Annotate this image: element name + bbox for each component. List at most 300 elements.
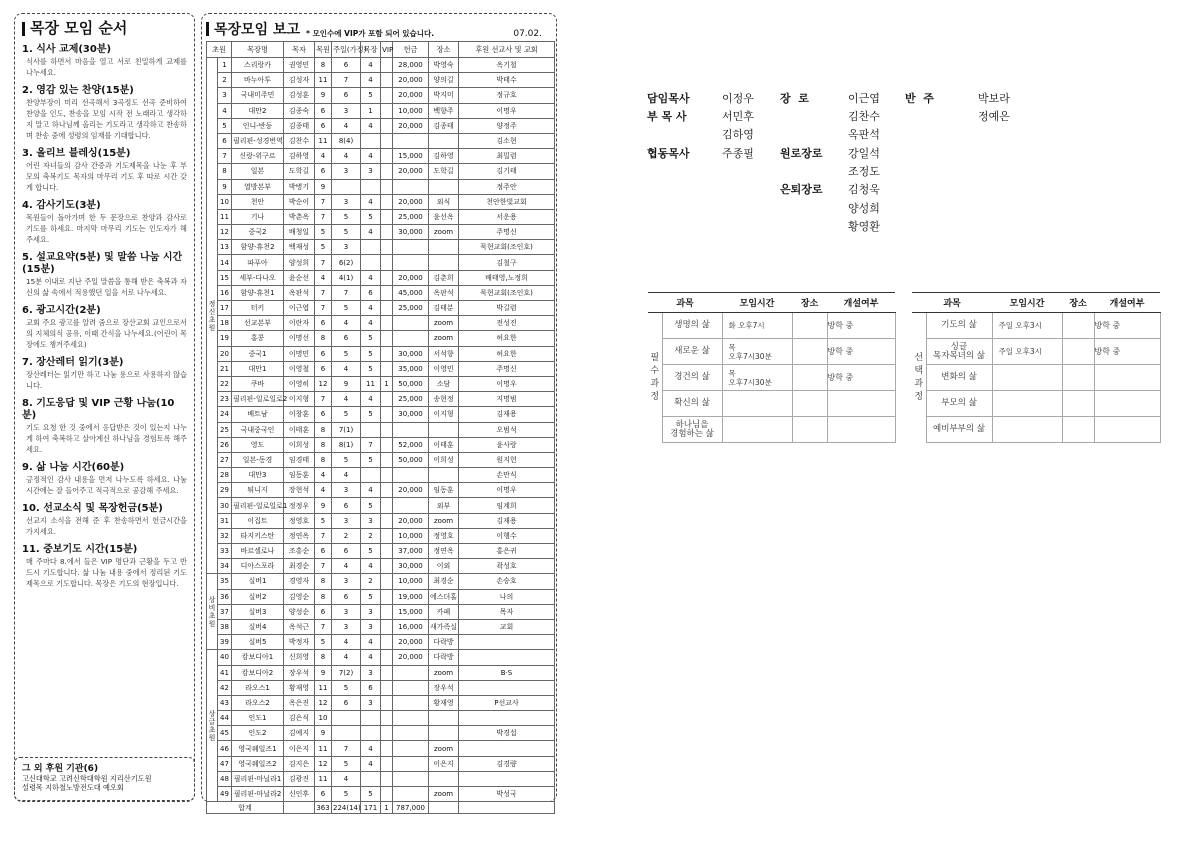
table-row bbox=[207, 255, 555, 270]
mokwon-count: 4 bbox=[315, 483, 332, 498]
mokwon-count: 6 bbox=[315, 407, 332, 422]
support: 허요한 bbox=[459, 331, 555, 346]
total-sunday: 224(14) bbox=[333, 803, 361, 812]
mokwon-count: 7 bbox=[315, 301, 332, 316]
vip-count bbox=[381, 665, 393, 680]
vip-count bbox=[381, 771, 393, 786]
elder-name: 김찬수 bbox=[848, 110, 880, 123]
place bbox=[429, 422, 459, 437]
sunday-count: 7 bbox=[332, 285, 361, 300]
course-col-header: 과목 bbox=[648, 293, 722, 313]
offering: 52,000 bbox=[393, 437, 429, 452]
vip-count bbox=[381, 133, 393, 148]
course-col-header: 장소 bbox=[1062, 293, 1094, 313]
row-number: 17 bbox=[218, 301, 232, 316]
offering bbox=[393, 331, 429, 346]
mokjang-name: 일본-동경 bbox=[232, 452, 284, 467]
mokjang-name: 실버2 bbox=[232, 589, 284, 604]
mokja-name: 정정우 bbox=[284, 498, 315, 513]
row-number: 33 bbox=[218, 544, 232, 559]
title-bar-icon bbox=[22, 22, 25, 36]
support: 천안한빛교회 bbox=[459, 194, 555, 209]
table-row bbox=[207, 513, 555, 528]
sunday-count: 6 bbox=[332, 498, 361, 513]
mokwon-count: 12 bbox=[315, 695, 332, 710]
mokja-name: 이란자 bbox=[284, 316, 315, 331]
order-item-desc: 식사를 하면서 마음을 열고 서로 친밀하게 교제를 나누세요. bbox=[26, 57, 187, 77]
sunday-count: 5 bbox=[332, 301, 361, 316]
table-row bbox=[207, 407, 555, 422]
vip-count bbox=[381, 483, 393, 498]
course-open: 방학 중 bbox=[1094, 339, 1160, 365]
mokjang-name: 디아스포라 bbox=[232, 559, 284, 574]
total-cell bbox=[459, 802, 555, 814]
row-number: 19 bbox=[218, 331, 232, 346]
row-number: 42 bbox=[218, 680, 232, 695]
mokjang-count: 4 bbox=[361, 635, 381, 650]
mokjang-count: 5 bbox=[361, 361, 381, 376]
table-row bbox=[207, 346, 555, 361]
place: 이지형 bbox=[429, 407, 459, 422]
row-number: 26 bbox=[218, 437, 232, 452]
place: 이영민 bbox=[429, 361, 459, 376]
vip-count bbox=[381, 149, 393, 164]
mokjang-name: 튀니지 bbox=[232, 483, 284, 498]
mokjang-name: 베트남 bbox=[232, 407, 284, 422]
row-number: 5 bbox=[218, 118, 232, 133]
table-row bbox=[207, 331, 555, 346]
table-row bbox=[207, 452, 555, 467]
mokja-name: 이창훈 bbox=[284, 407, 315, 422]
mokja-name: 도학길 bbox=[284, 164, 315, 179]
order-item-title: 9. 삶 나눔 시간(60분) bbox=[22, 462, 125, 473]
sunday-count: 6 bbox=[332, 88, 361, 103]
mokja-name: 경영자 bbox=[284, 574, 315, 589]
place: zoom bbox=[429, 665, 459, 680]
sunday-count: 7(1) bbox=[332, 422, 361, 437]
sunday-count: 6 bbox=[332, 58, 361, 73]
vip-count bbox=[381, 559, 393, 574]
offering bbox=[393, 711, 429, 726]
mokwon-count: 8 bbox=[315, 437, 332, 452]
support: B·S bbox=[459, 665, 555, 680]
offering: 16,000 bbox=[393, 619, 429, 634]
support: 옥기철 bbox=[459, 58, 555, 73]
mokjang-count: 5 bbox=[361, 346, 381, 361]
sunday-count: 3 bbox=[332, 513, 361, 528]
mokja-name: 임동훈 bbox=[284, 468, 315, 483]
course-time bbox=[992, 391, 1062, 417]
sunday-count: 5 bbox=[332, 452, 361, 467]
mokja-name: 박춘옥 bbox=[284, 209, 315, 224]
course-name: 변화의 삶 bbox=[926, 365, 992, 391]
offering: 37,000 bbox=[393, 544, 429, 559]
mokja-name: 김영순 bbox=[284, 589, 315, 604]
coop-pastor-label: 협동목사 bbox=[647, 147, 690, 160]
mokja-name: 김성훈 bbox=[284, 88, 315, 103]
mokjang-count: 2 bbox=[361, 528, 381, 543]
mokja-name: 김찬수 bbox=[284, 133, 315, 148]
mokjang-count: 4 bbox=[361, 316, 381, 331]
order-item-desc: 긍정적인 감사 내용을 먼저 나누도록 하세요. 나눔 시간에는 잘 들어주고 적극적으로 공감해 주세요. bbox=[26, 475, 187, 495]
place bbox=[429, 255, 459, 270]
table-row bbox=[207, 225, 555, 240]
row-number: 38 bbox=[218, 619, 232, 634]
sunday-count: 5 bbox=[332, 346, 361, 361]
support: 김재용 bbox=[459, 513, 555, 528]
col-header: 목자 bbox=[284, 42, 315, 58]
order-item-title: 3. 올리브 블레싱(15분) bbox=[22, 148, 131, 159]
support: 이명우 bbox=[459, 376, 555, 391]
support: 박길렴 bbox=[459, 301, 555, 316]
support-box bbox=[14, 757, 195, 801]
vip-count bbox=[381, 58, 393, 73]
row-number: 3 bbox=[218, 88, 232, 103]
course-place bbox=[1062, 391, 1094, 417]
vip-count bbox=[381, 513, 393, 528]
place: 양의길 bbox=[429, 73, 459, 88]
order-item bbox=[22, 398, 187, 455]
mokja-name: 이은지 bbox=[284, 741, 315, 756]
support: 원지헌 bbox=[459, 452, 555, 467]
total-cell bbox=[284, 802, 315, 814]
sunday-count: 5 bbox=[332, 787, 361, 802]
mokjang-name: 영국웨일즈2 bbox=[232, 756, 284, 771]
mokja-name: 양성희 bbox=[284, 255, 315, 270]
mokjang-count: 5 bbox=[361, 209, 381, 224]
sunday-count: 8(1) bbox=[332, 437, 361, 452]
table-row bbox=[207, 179, 555, 194]
course-open bbox=[827, 391, 895, 417]
place bbox=[429, 726, 459, 741]
col-header: 목장 bbox=[361, 42, 381, 58]
offering bbox=[393, 422, 429, 437]
elder-retired-name: 황영환 bbox=[848, 220, 880, 233]
course-name: 경건의 삶 bbox=[662, 365, 722, 391]
mokwon-count: 7 bbox=[315, 392, 332, 407]
offering bbox=[393, 680, 429, 695]
mokjang-count: 5 bbox=[361, 787, 381, 802]
order-item bbox=[22, 252, 187, 298]
sunday-count: 3 bbox=[332, 103, 361, 118]
course-col-header: 모임시간 bbox=[992, 293, 1062, 313]
vip-count bbox=[381, 437, 393, 452]
mokwon-count: 11 bbox=[315, 133, 332, 148]
order-item-desc: 어린 자녀들의 감사 간증과 기도제목을 나눈 후 부모의 축복기도 목자의 마무리 기도 후 따로 시간 갖게 합니다. bbox=[26, 161, 187, 192]
table-row bbox=[207, 209, 555, 224]
mokjang-count: 4 bbox=[361, 270, 381, 285]
support: 홍은귀 bbox=[459, 544, 555, 559]
course-place bbox=[792, 339, 827, 365]
course-time bbox=[722, 391, 792, 417]
offering bbox=[393, 498, 429, 513]
offering: 28,000 bbox=[393, 58, 429, 73]
place: 백향주 bbox=[429, 103, 459, 118]
support: 주명신 bbox=[459, 361, 555, 376]
mokja-name: 양성순 bbox=[284, 604, 315, 619]
sunday-count: 4 bbox=[332, 468, 361, 483]
offering bbox=[393, 468, 429, 483]
mokjang-name: 라오스1 bbox=[232, 680, 284, 695]
mokja-name: 황재영 bbox=[284, 680, 315, 695]
row-number: 9 bbox=[218, 179, 232, 194]
elder-name: 옥판석 bbox=[848, 128, 880, 141]
place: 박지미 bbox=[429, 88, 459, 103]
mokjang-count: 6 bbox=[361, 680, 381, 695]
mokjang-name: 캄보디아1 bbox=[232, 650, 284, 665]
mokwon-count: 6 bbox=[315, 544, 332, 559]
course-place bbox=[792, 313, 827, 339]
row-number: 30 bbox=[218, 498, 232, 513]
mokjang-count: 4 bbox=[361, 756, 381, 771]
offering: 10,000 bbox=[393, 103, 429, 118]
offering bbox=[393, 316, 429, 331]
sunday-count: 2 bbox=[332, 528, 361, 543]
vip-count bbox=[381, 225, 393, 240]
mokjang-count: 6 bbox=[361, 285, 381, 300]
mokwon-count: 5 bbox=[315, 635, 332, 650]
offering: 20,000 bbox=[393, 88, 429, 103]
table-row bbox=[207, 498, 555, 513]
mokjang-name: 캄보디아2 bbox=[232, 665, 284, 680]
place bbox=[429, 240, 459, 255]
report-header bbox=[206, 19, 552, 37]
offering: 25,000 bbox=[393, 392, 429, 407]
mokjang-name: 필리핀-마닐라1 bbox=[232, 771, 284, 786]
mokjang-name: 중국2 bbox=[232, 225, 284, 240]
mokjang-name: 필리핀-마닐라2 bbox=[232, 787, 284, 802]
order-item bbox=[22, 44, 187, 78]
table-row bbox=[207, 316, 555, 331]
mokjang-count: 5 bbox=[361, 452, 381, 467]
place: 서석향 bbox=[429, 346, 459, 361]
vip-count bbox=[381, 316, 393, 331]
mokwon-count: 8 bbox=[315, 589, 332, 604]
course-open bbox=[1094, 365, 1160, 391]
vip-count bbox=[381, 285, 393, 300]
mokjang-name: 대만3 bbox=[232, 468, 284, 483]
place bbox=[429, 133, 459, 148]
mokjang-count: 4 bbox=[361, 225, 381, 240]
row-number: 21 bbox=[218, 361, 232, 376]
mokja-name: 박정자 bbox=[284, 635, 315, 650]
mokjang-name: 라오스2 bbox=[232, 695, 284, 710]
mokwon-count: 8 bbox=[315, 331, 332, 346]
support: 목자 bbox=[459, 604, 555, 619]
sunday-count: 5 bbox=[332, 225, 361, 240]
place: 도학길 bbox=[429, 164, 459, 179]
support bbox=[459, 771, 555, 786]
mokjang-name: 바르셀로나 bbox=[232, 544, 284, 559]
mokja-name: 배청일 bbox=[284, 225, 315, 240]
mokwon-count: 5 bbox=[315, 240, 332, 255]
course-row bbox=[912, 391, 1160, 417]
sunday-count: 7 bbox=[332, 73, 361, 88]
mokwon-count: 6 bbox=[315, 346, 332, 361]
place bbox=[429, 468, 459, 483]
table-row bbox=[207, 58, 555, 73]
mokjang-name: 열방본부 bbox=[232, 179, 284, 194]
offering: 20,000 bbox=[393, 650, 429, 665]
course-row bbox=[912, 313, 1160, 339]
course-name: 하나님을 경험하는 삶 bbox=[662, 417, 722, 443]
offering: 30,000 bbox=[393, 407, 429, 422]
course-place bbox=[1062, 313, 1094, 339]
course-col-header: 개설여부 bbox=[827, 293, 895, 313]
row-number: 16 bbox=[218, 285, 232, 300]
mokja-name: 옥판석 bbox=[284, 285, 315, 300]
course-open: 방학 중 bbox=[1094, 313, 1160, 339]
course-open bbox=[1094, 417, 1160, 443]
row-number: 11 bbox=[218, 209, 232, 224]
vip-count bbox=[381, 787, 393, 802]
offering: 20,000 bbox=[393, 73, 429, 88]
col-header: 목원 bbox=[315, 42, 332, 58]
table-row bbox=[207, 711, 555, 726]
mokjang-name: 선교본부 bbox=[232, 316, 284, 331]
sunday-count: 4 bbox=[332, 316, 361, 331]
mokjang-name: 국내중국인 bbox=[232, 422, 284, 437]
table-row bbox=[207, 376, 555, 391]
mokjang-name: 쿠바 bbox=[232, 376, 284, 391]
row-number: 37 bbox=[218, 604, 232, 619]
table-row bbox=[207, 771, 555, 786]
offering: 20,000 bbox=[393, 635, 429, 650]
mokja-name: 이지형 bbox=[284, 392, 315, 407]
mokwon-count: 12 bbox=[315, 376, 332, 391]
place: 박영숙 bbox=[429, 58, 459, 73]
sunday-count: 7(2) bbox=[332, 665, 361, 680]
course-place bbox=[1062, 339, 1094, 365]
mokja-name: 김성자 bbox=[284, 73, 315, 88]
mokwon-count: 6 bbox=[315, 316, 332, 331]
course-time: 목 오후7시30분 bbox=[722, 339, 792, 365]
place: 김춘희 bbox=[429, 270, 459, 285]
course-name: 부모의 삶 bbox=[926, 391, 992, 417]
mokja-name: 김종태 bbox=[284, 118, 315, 133]
mokjang-count: 3 bbox=[361, 164, 381, 179]
order-item bbox=[22, 148, 187, 193]
sunday-count: 4 bbox=[332, 118, 361, 133]
support: 김기태 bbox=[459, 164, 555, 179]
table-row bbox=[207, 619, 555, 634]
mokjang-count: 4 bbox=[361, 73, 381, 88]
sunday-count: 6 bbox=[332, 331, 361, 346]
report-body bbox=[207, 58, 555, 802]
report-date: 07.02. bbox=[513, 29, 542, 39]
vip-count bbox=[381, 544, 393, 559]
row-number: 48 bbox=[218, 771, 232, 786]
mokja-name: 김예지 bbox=[284, 726, 315, 741]
table-row bbox=[207, 301, 555, 316]
table-row bbox=[207, 650, 555, 665]
offering: 30,000 bbox=[393, 559, 429, 574]
course-header-row bbox=[648, 293, 895, 313]
sunday-count: 4 bbox=[332, 771, 361, 786]
place: 김하영 bbox=[429, 149, 459, 164]
mokja-name: 김하영 bbox=[284, 149, 315, 164]
place bbox=[429, 771, 459, 786]
row-number: 25 bbox=[218, 422, 232, 437]
vip-count bbox=[381, 179, 393, 194]
row-number: 15 bbox=[218, 270, 232, 285]
mokjang-name: 중국1 bbox=[232, 346, 284, 361]
vip-count bbox=[381, 88, 393, 103]
report-table bbox=[206, 41, 555, 814]
group-label: 정 신 초 원 bbox=[207, 58, 218, 574]
course-header-row bbox=[912, 293, 1160, 313]
elder-retired-name: 양성희 bbox=[848, 202, 880, 215]
assoc-pastor-name: 서민후 bbox=[722, 110, 754, 123]
offering bbox=[393, 695, 429, 710]
support: 양정주 bbox=[459, 118, 555, 133]
support: 정주안 bbox=[459, 179, 555, 194]
course-time: 주일 오후3시 bbox=[992, 339, 1062, 365]
mokjang-count bbox=[361, 422, 381, 437]
report-total-row bbox=[207, 802, 555, 814]
support: 교회 bbox=[459, 619, 555, 634]
support: 묵현교회(조인호) bbox=[459, 285, 555, 300]
order-item bbox=[22, 544, 187, 589]
table-row bbox=[207, 665, 555, 680]
table-row bbox=[207, 88, 555, 103]
table-row bbox=[207, 483, 555, 498]
assoc-pastor-name: 김하영 bbox=[722, 128, 754, 141]
mokwon-count: 11 bbox=[315, 771, 332, 786]
sunday-count: 6 bbox=[332, 589, 361, 604]
order-item-title: 6. 광고시간(2분) bbox=[22, 305, 101, 316]
course-row bbox=[648, 313, 895, 339]
mokwon-count: 8 bbox=[315, 58, 332, 73]
support: 손승호 bbox=[459, 574, 555, 589]
mokjang-name: 함양-휴천2 bbox=[232, 240, 284, 255]
mokja-name: 장우석 bbox=[284, 665, 315, 680]
table-row bbox=[207, 194, 555, 209]
support: 이행수 bbox=[459, 528, 555, 543]
sunday-count: 3 bbox=[332, 240, 361, 255]
mokja-name: 이영히 bbox=[284, 376, 315, 391]
vip-count bbox=[381, 574, 393, 589]
sunday-count: 6 bbox=[332, 544, 361, 559]
mokwon-count: 6 bbox=[315, 361, 332, 376]
elder-label: 장 로 bbox=[780, 92, 809, 105]
mokja-name: 장현석 bbox=[284, 483, 315, 498]
mokja-name: 신희영 bbox=[284, 650, 315, 665]
course-place bbox=[792, 391, 827, 417]
mokjang-count bbox=[361, 711, 381, 726]
mokwon-count: 9 bbox=[315, 665, 332, 680]
place: 새가족실 bbox=[429, 619, 459, 634]
mokja-name: 조흥순 bbox=[284, 544, 315, 559]
row-number: 18 bbox=[218, 316, 232, 331]
offering: 20,000 bbox=[393, 513, 429, 528]
row-number: 1 bbox=[218, 58, 232, 73]
support: 김소현 bbox=[459, 133, 555, 148]
offering: 20,000 bbox=[393, 483, 429, 498]
mokwon-count: 8 bbox=[315, 452, 332, 467]
place: zoom bbox=[429, 331, 459, 346]
mokja-name: 김은식 bbox=[284, 711, 315, 726]
report-panel bbox=[201, 13, 557, 812]
order-item-desc: 목원들이 돌아가며 한 두 문장으로 찬양과 감사로 기도를 하세요. 마지막 마무리 기도는 인도자가 해주세요. bbox=[26, 213, 187, 244]
order-item-desc: 매 주마다 8.에서 들은 VIP 명단과 근황을 두고 반드시 기도합니다. 삶 나눔 내용 중에서 정리된 기도제목으로 기도합니다. 목장은 기도의 현장입니다. bbox=[26, 557, 187, 588]
support bbox=[459, 711, 555, 726]
row-number: 7 bbox=[218, 149, 232, 164]
mokjang-count: 2 bbox=[361, 574, 381, 589]
mokja-name: 임경태 bbox=[284, 452, 315, 467]
sunday-count: 4 bbox=[332, 392, 361, 407]
place: 장우석 bbox=[429, 680, 459, 695]
